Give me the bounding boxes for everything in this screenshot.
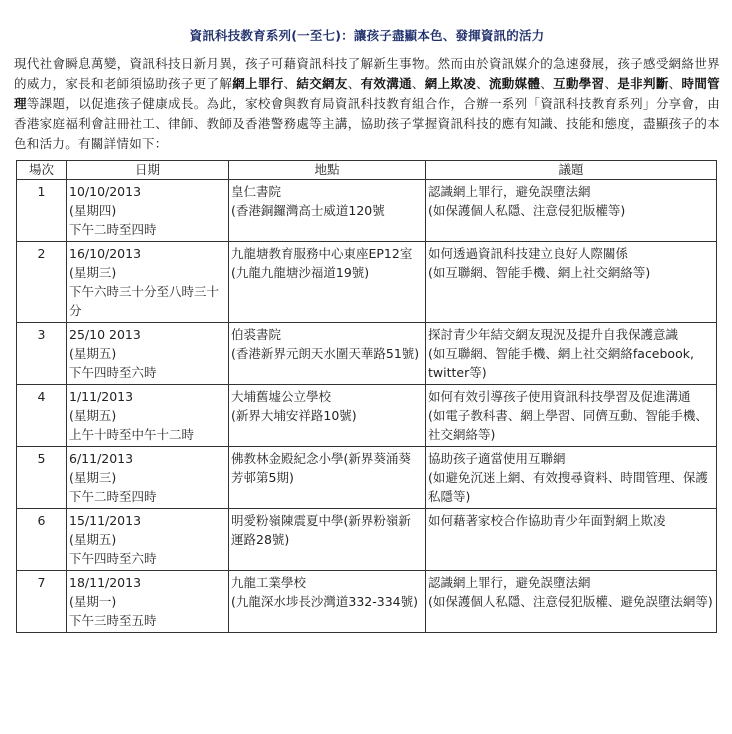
session-topic: [426, 571, 717, 633]
time-text: 下午四時至六時: [69, 365, 157, 380]
intro-keyword: 結交網友: [296, 76, 348, 91]
session-date: [67, 571, 229, 633]
session-date: [67, 242, 229, 323]
header-venue: 地點: [229, 161, 426, 180]
session-number: 3: [17, 323, 67, 385]
session-number: 7: [17, 571, 67, 633]
session-venue: [229, 385, 426, 447]
header-date: 日期: [67, 161, 229, 180]
intro-keyword: 時間管理: [14, 76, 720, 111]
session-venue: [229, 180, 426, 242]
venue-name: 大埔舊墟公立學校: [231, 389, 332, 404]
table-row: [17, 323, 717, 385]
session-date: [67, 180, 229, 242]
weekday-text: (星期四): [69, 203, 117, 218]
venue-name: 佛教林金殿紀念小學(新界葵涌葵芳邨第5期): [231, 451, 411, 485]
intro-segment: 等課題，以促進孩子健康成長。為此，家校會與教育局資訊科技教育組合作，合辦一系列「資訊科技教育系列」分享會，由香港家庭福利會註冊社工、律師、教師及香港警務處等主講，協助孩子掌握資訊科技的應有知識、技能和態度，盡顯孩子的本色和活力。有關詳情如下：: [14, 96, 720, 151]
session-venue: [229, 323, 426, 385]
weekday-text: (星期五): [69, 408, 117, 423]
venue-name: 伯裘書院: [231, 327, 282, 342]
table-header-row: [17, 161, 717, 180]
weekday-text: (星期五): [69, 532, 117, 547]
topic-detail: (如電子教科書、網上學習、同儕互動、智能手機、社交網絡等): [428, 408, 708, 442]
schedule-table: [16, 160, 717, 633]
venue-name: 九龍塘教育服務中心東座EP12室(九龍九龍塘沙福道19號): [231, 246, 413, 280]
page-title: 資訊科技教育系列(一至七)：讓孩子盡顯本色、發揮資訊的活力: [189, 28, 545, 43]
date-text: 18/11/2013: [69, 575, 142, 590]
venue-address: (香港新界元朗天水圍天華路51號): [231, 346, 420, 361]
time-text: 下午四時至六時: [69, 551, 157, 566]
time-text: 下午二時至四時: [69, 222, 157, 237]
table-row: [17, 447, 717, 509]
intro-segment: 、: [283, 76, 297, 91]
venue-address: (新界大埔安祥路10號): [231, 408, 357, 423]
session-number: 1: [17, 180, 67, 242]
topic-title: 如何透過資訊科技建立良好人際關係: [428, 246, 629, 261]
intro-segment: 、: [347, 76, 361, 91]
topic-title: 認識網上罪行，避免誤墮法網: [428, 184, 591, 199]
topic-title: 探討青少年結交網友現況及提升自我保護意識: [428, 327, 679, 342]
intro-segment: 現代社會瞬息萬變，資訊科技日新月異，孩子可藉資訊科技了解新生事物。然而由於資訊媒介的急速發展，孩子感受網絡世界的威力，家長和老師須協助孩子更了解: [14, 56, 720, 91]
intro-segment: 、: [411, 76, 425, 91]
intro-keyword: 網上欺凌: [424, 76, 477, 91]
topic-title: 認識網上罪行，避免誤墮法網: [428, 575, 591, 590]
session-venue: [229, 242, 426, 323]
table-row: [17, 571, 717, 633]
session-topic: [426, 323, 717, 385]
session-topic: [426, 385, 717, 447]
weekday-text: (星期五): [69, 346, 117, 361]
session-topic: [426, 447, 717, 509]
time-text: 下午二時至四時: [69, 489, 157, 504]
topic-detail: (如互聯網、智能手機、網上社交網絡等): [428, 265, 651, 280]
table-row: [17, 509, 717, 571]
header-session: 場次: [17, 161, 67, 180]
session-venue: [229, 447, 426, 509]
session-date: [67, 509, 229, 571]
intro-segment: 、: [668, 76, 682, 91]
date-text: 6/11/2013: [69, 451, 134, 466]
intro-keyword: 互動學習: [553, 76, 605, 91]
topic-title: 如何有效引導孩子使用資訊科技學習及促進溝通: [428, 389, 691, 404]
topic-detail: (如保護個人私隱、注意侵犯版權等): [428, 203, 626, 218]
venue-name: 皇仁書院: [231, 184, 282, 199]
venue-address: (香港銅鑼灣高士威道120號: [231, 203, 385, 218]
time-text: 上午十時至中午十二時: [69, 427, 195, 442]
table-row: [17, 385, 717, 447]
weekday-text: (星期三): [69, 265, 117, 280]
intro-segment: 、: [604, 76, 618, 91]
header-topic: 議題: [426, 161, 717, 180]
session-date: [67, 447, 229, 509]
date-text: 25/10 2013: [69, 327, 141, 342]
intro-keyword: 網上罪行: [232, 76, 284, 91]
intro-keyword: 流動媒體: [488, 76, 541, 91]
time-text: 下午六時三十分至八時三十分: [69, 284, 220, 318]
session-date: [67, 385, 229, 447]
topic-title: 協助孩子適當使用互聯網: [428, 451, 566, 466]
venue-name: 明愛粉嶺陳震夏中學(新界粉嶺新運路28號): [231, 513, 411, 547]
intro-keyword: 是非判斷: [617, 76, 669, 91]
session-number: 4: [17, 385, 67, 447]
page: [0, 26, 732, 633]
session-topic: [426, 509, 717, 571]
session-number: 2: [17, 242, 67, 323]
intro-keyword: 有效溝通: [360, 76, 412, 91]
topic-detail: (如互聯網、智能手機、網上社交網絡facebook, twitter等): [428, 346, 694, 380]
weekday-text: (星期三): [69, 470, 117, 485]
date-text: 1/11/2013: [69, 389, 134, 404]
topic-detail: (如保護個人私隱、注意侵犯版權、避免誤墮法網等): [428, 594, 713, 609]
topic-title: 如何藉著家校合作協助青少年面對網上欺凌: [428, 513, 666, 528]
venue-address: (九龍深水埗長沙灣道332-334號): [231, 594, 418, 609]
topic-detail: (如避免沉迷上網、有效搜尋資料、時間管理、保護私隱等): [428, 470, 708, 504]
table-row: [17, 242, 717, 323]
venue-name: 九龍工業學校: [231, 575, 307, 590]
session-topic: [426, 180, 717, 242]
session-venue: [229, 571, 426, 633]
session-topic: [426, 242, 717, 323]
session-number: 5: [17, 447, 67, 509]
date-text: 15/11/2013: [69, 513, 142, 528]
time-text: 下午三時至五時: [69, 613, 157, 628]
session-venue: [229, 509, 426, 571]
date-text: 16/10/2013: [69, 246, 142, 261]
table-row: [17, 180, 717, 242]
session-number: 6: [17, 509, 67, 571]
weekday-text: (星期一): [69, 594, 117, 609]
intro-segment: 、: [476, 76, 489, 91]
session-date: [67, 323, 229, 385]
intro-segment: 、: [540, 76, 554, 91]
intro-paragraph: [14, 54, 720, 154]
date-text: 10/10/2013: [69, 184, 142, 199]
